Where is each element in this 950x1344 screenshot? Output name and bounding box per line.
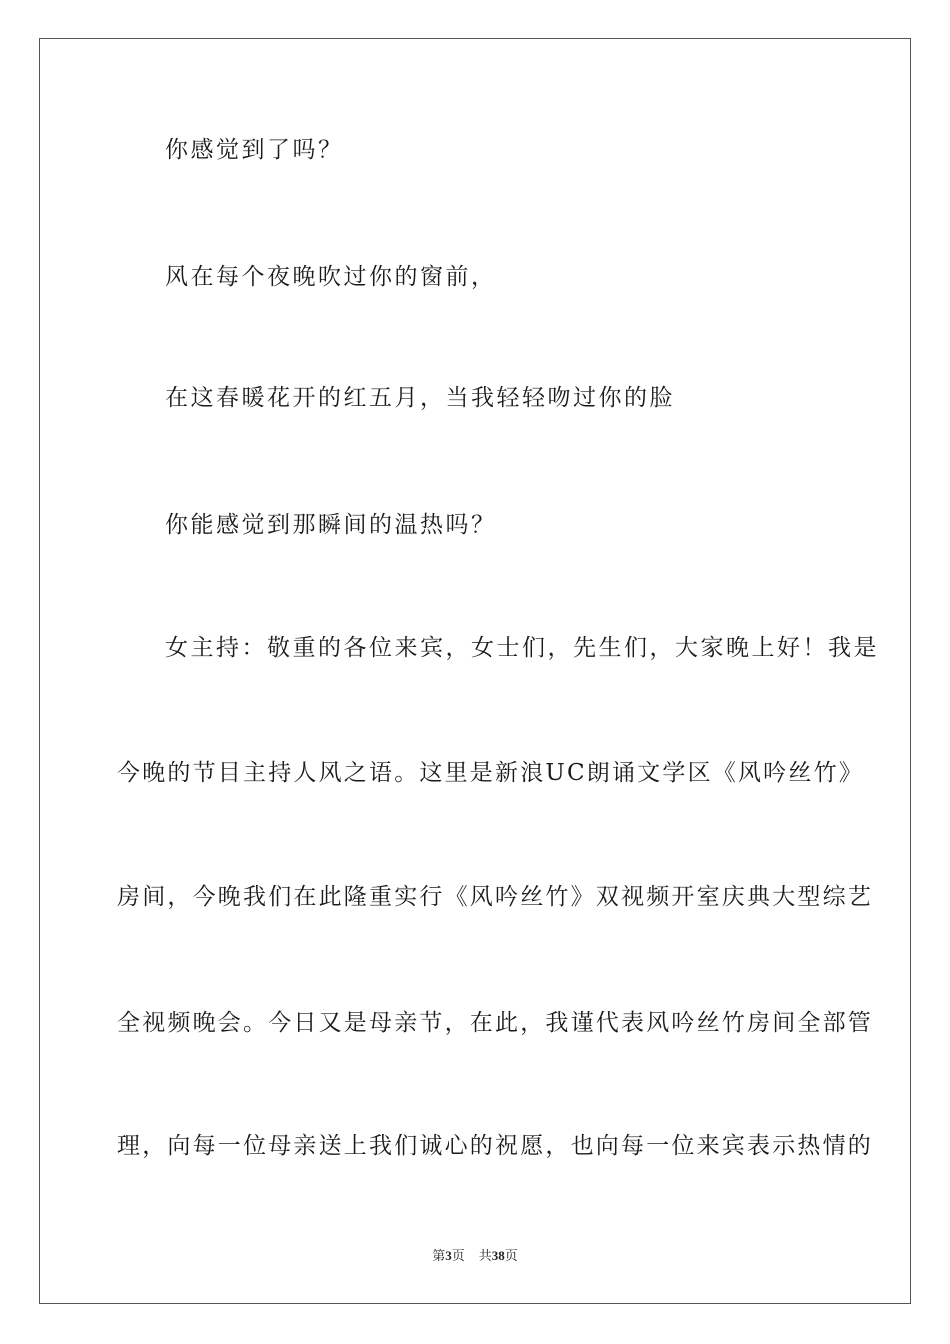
body-line-2: 风在每个夜晚吹过你的窗前， — [165, 264, 497, 290]
body-line-3: 在这春暖花开的红五月，当我轻轻吻过你的脸 — [165, 385, 675, 411]
body-line-9: 理，向每一位母亲送上我们诚心的祝愿，也向每一位来宾表示热情的 — [117, 1133, 873, 1159]
body-line-5: 女主持：敬重的各位来宾，女士们，先生们，大家晚上好！我是 — [165, 635, 879, 661]
footer-total-prefix: 共 — [478, 1249, 492, 1264]
body-line-4: 你能感觉到那瞬间的温热吗？ — [165, 512, 497, 538]
body-line-7: 房间，今晚我们在此隆重实行《风吟丝竹》双视频开室庆典大型综艺 — [117, 884, 873, 910]
body-line-8: 全视频晚会。今日又是母亲节，在此，我谨代表风吟丝竹房间全部管 — [117, 1010, 873, 1036]
footer-total-pages: 38 — [491, 1248, 505, 1263]
page-footer — [0, 1247, 950, 1266]
footer-total-suffix: 页 — [504, 1249, 518, 1264]
footer-page-prefix: 第 — [432, 1249, 446, 1264]
body-line-6: 今晚的节目主持人风之语。这里是新浪UC朗诵文学区《风吟丝竹》 — [117, 760, 864, 786]
footer-page-suffix: 页 — [451, 1249, 465, 1264]
page-border — [39, 38, 911, 1304]
footer-page-number: 3 — [445, 1248, 452, 1263]
body-line-1: 你感觉到了吗？ — [165, 137, 344, 163]
